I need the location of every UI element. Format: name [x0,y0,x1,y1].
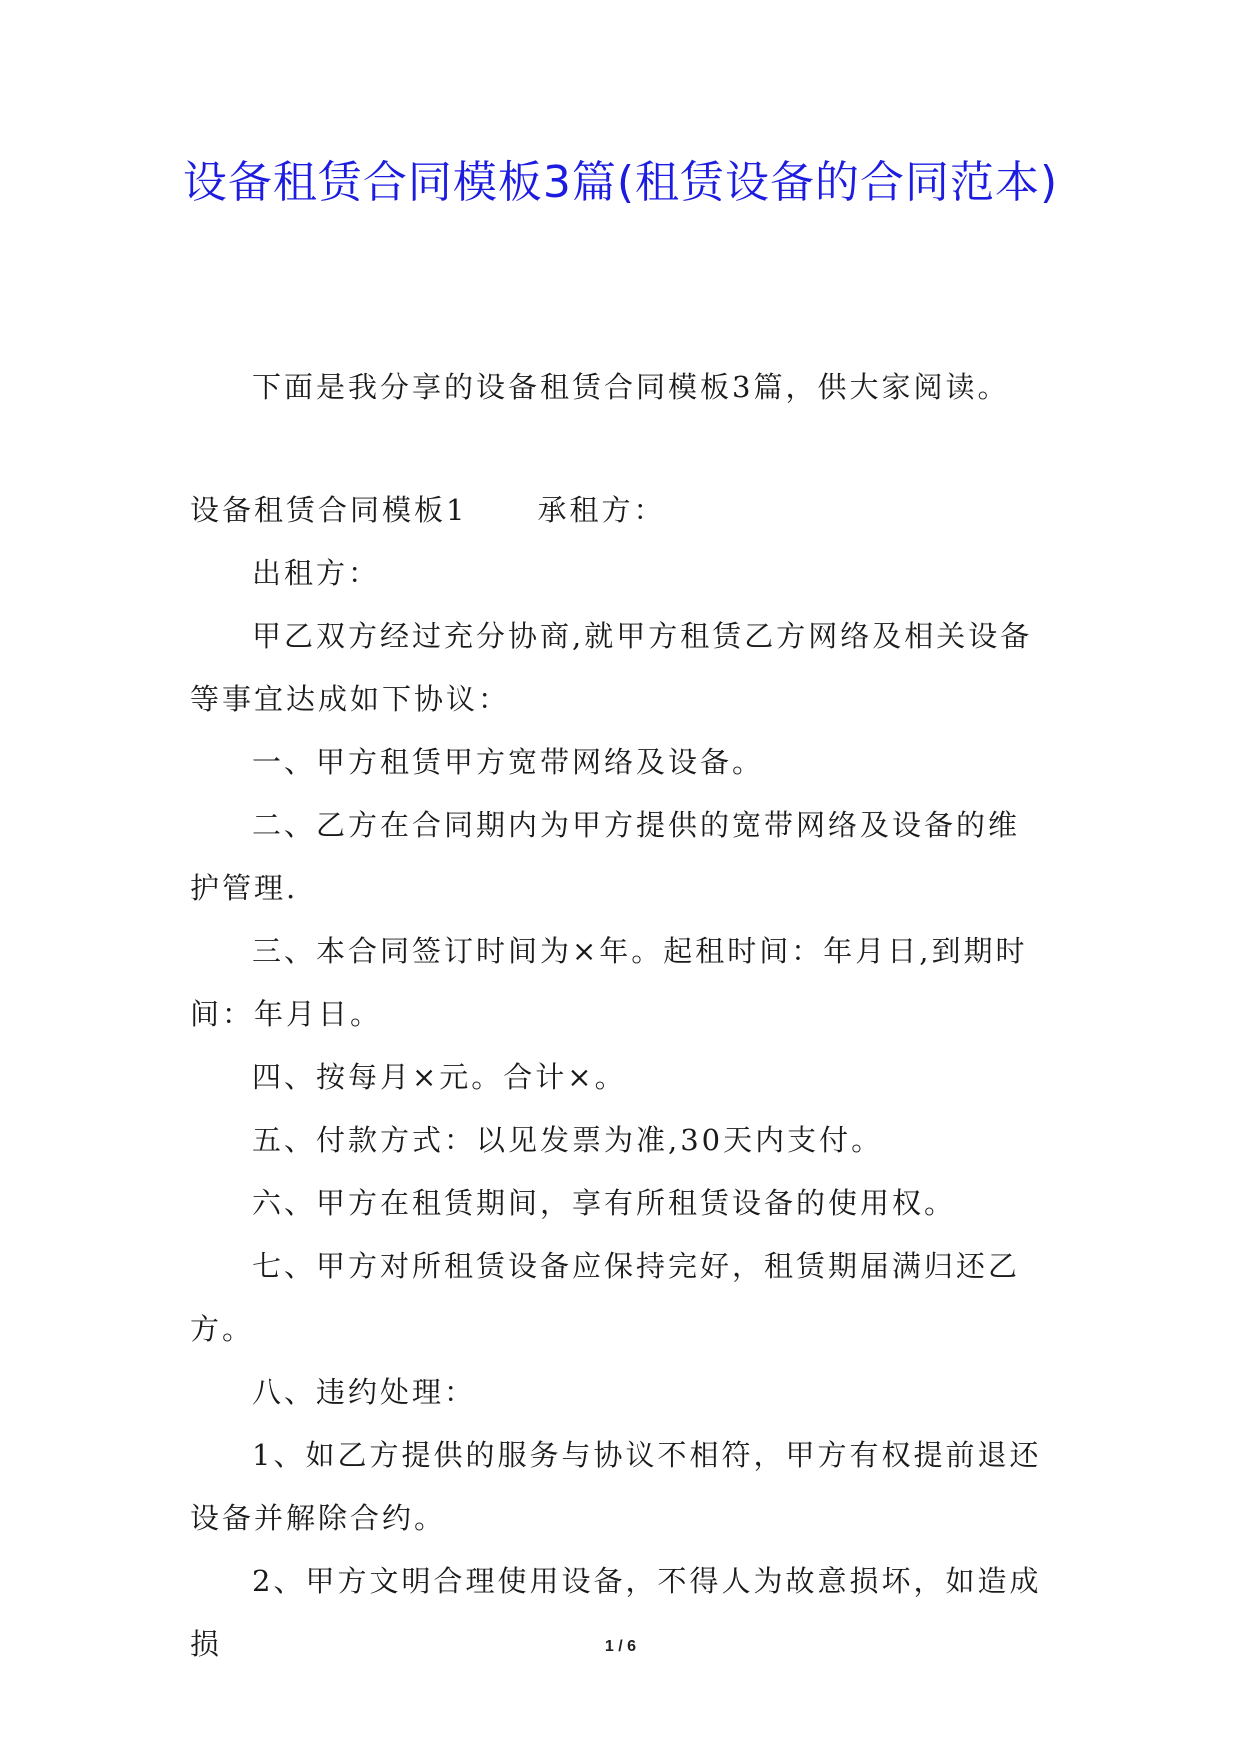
paragraph-2: 一、甲方租赁甲方宽带网络及设备。 [252,745,765,779]
paragraph-7: 六、甲方在租赁期间，享有所租赁设备的使用权。 [252,1186,957,1220]
paragraph-5: 四、按每月×元。合计×。 [252,1060,627,1094]
lessor-label: 出租方： [252,556,381,590]
paragraph-10: 1、如乙方提供的服务与协议不相符，甲方有权提前退还设备并解除合约。 [190,1438,1042,1535]
intro-paragraph: 下面是我分享的设备租赁合同模板3篇，供大家阅读。 [252,370,1010,404]
paragraph-6: 五、付款方式：以见发票为准,30天内支付。 [252,1123,884,1157]
section-heading-line [190,479,1050,542]
document-title: 设备租赁合同模板3篇(租赁设备的合同范本) [182,157,1059,208]
paragraph-11: 2、甲方文明合理使用设备，不得人为故意损坏，如造成损 [190,1564,1042,1661]
paragraph-4: 三、本合同签订时间为×年。起租时间：年月日,到期时间：年月日。 [190,934,1028,1031]
lessee-label: 承租方： [537,493,666,527]
page-number: 1 / 6 [604,1638,637,1655]
paragraph-3: 二、乙方在合同期内为甲方提供的宽带网络及设备的维护管理. [190,808,1021,905]
paragraph-8: 七、甲方对所租赁设备应保持完好，租赁期届满归还乙方。 [190,1249,1021,1346]
paragraph-9: 八、违约处理： [252,1375,477,1409]
paragraph-1: 甲乙双方经过充分协商,就甲方租赁乙方网络及相关设备等事宜达成如下协议： [190,619,1033,716]
document-body [190,356,1050,1676]
section-heading: 设备租赁合同模板1 [190,493,468,527]
